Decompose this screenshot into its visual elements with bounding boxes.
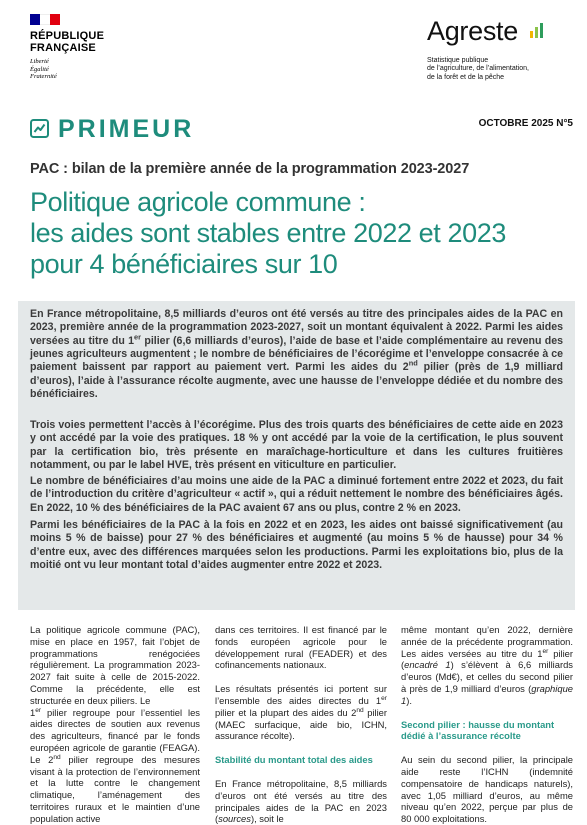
body-column-1 [30, 624, 200, 825]
summary-paragraph-1: En France métropolitaine, 8,5 milliards d’euros ont été versés au titre des principales aides de la PAC en 2023, première année de la programmation 2023-2027, soit un montant équivalent à 2022. Parmi les aides versées au titre du 1er pilier (6,6 milliards d’euros), l’aide de base et l’aide complémentaire au revenu des jeunes agriculteurs augmentent ; le nombre de bénéficiaires de l’écorégime et l’enveloppe consacrée à ce paiement baissent par rapport au paiement vert. Parmi les aides du 2nd pilier (près de 1,9 milliard d’euros), l’aide à l’assurance récolte augmente, avec une hausse de l’enveloppe dédiée et du nombre des bénéficiaires. [30, 308, 564, 401]
primeur-chart-icon [30, 119, 49, 138]
french-flag-icon [30, 14, 60, 25]
column-3-paragraph-1: même montant qu’en 2022, dernière année de la précédente programmation. Les aides versées au titre du 1er pilier (encadré 1) s’élèvent à 6,6 milliards d’euros (Md€), et celles du second pilier à près de 1,9 milliard d’euros (graphique 1). [401, 624, 573, 706]
issue-date: OCTOBRE 2025 N°5 [478, 118, 573, 129]
summary-box [18, 301, 575, 610]
summary-paragraph-2: Trois voies permettent l’accès à l’écorégime. Plus des trois quarts des bénéficiaires de cette aide en 2023 y ont accédé par la voie des pratiques. 18 % y ont accédé par la voie de la certification, le plus souvent par la certification bio, très présente en maraîchage-horticulture et dans les cultures fruitières notamment, ou par le label HVE, très présent en viticulture en particulier. [30, 419, 563, 472]
page-subtitle: PAC : bilan de la première année de la programmation 2023-2027 [30, 161, 470, 177]
page-title: Politique agricole commune : les aides sont stables entre 2022 et 2023 pour 4 bénéficiaires sur 10 [30, 187, 506, 279]
column-2-paragraph-2: Les résultats présentés ici portent sur l’ensemble des aides directes du 1er pilier et la plupart des aides du 2nd pilier (MAEC surfacique, aide bio, ICHN, assurance récolte). [215, 683, 388, 742]
column-3-paragraph-2: Au sein du second pilier, la principale aide reste l’ICHN (indemnité compensatoire de handicaps naturels), avec 1,05 milliard d’euros, au même niveau qu’en 2022, perçue par plus de 80 000 exploitations. [401, 754, 573, 825]
agreste-tagline: Statistique publique de l’agriculture, de l’alimentation, de la forêt et de la pêche [427, 57, 529, 81]
column-1-paragraph: La politique agricole commune (PAC), mise en place en 1957, fait l’objet de programmations renégociées régulièrement. La programmation 2023-2027 fait suite à celle de 2015-2022. Comme la précédente, elle est structurée en deux piliers. Le 1er pilier regroupe pour l’essentiel les aides directes de soutien aux revenus des agriculteurs, financé par le fonds européen agricole de garantie (FEAGA). Le 2nd pilier regroupe des mesures visant à la protection de l’environnement et la lutte contre le changement climatique, l’aménagement des territoires ruraux et le maintien d’une population active [30, 624, 200, 824]
agreste-logo: Agreste [427, 16, 518, 46]
republic-name: RÉPUBLIQUE FRANÇAISE [30, 30, 105, 54]
body-column-2 [215, 624, 387, 825]
section-heading-stabilite: Stabilité du montant total des aides [215, 754, 373, 766]
column-2-paragraph-3: En France métropolitaine, 8,5 milliards d’euros ont été versés au titre des principales aides de la PAC en 2023 (sources), soit le [215, 777, 387, 825]
series-label: PRIMEUR [58, 115, 195, 143]
agreste-bars-icon [529, 22, 545, 38]
column-2-paragraph-1: dans ces territoires. Il est financé par le fonds européen agricole pour le développement rural (FEADER) et des cofinancements nationaux. [215, 624, 387, 671]
body-column-3 [401, 624, 573, 825]
summary-paragraph-3: Le nombre de bénéficiaires d’au moins une aide de la PAC a diminué fortement entre 2022 et 2023, du fait de l’introduction du critère d’agriculteur « actif », qui a réduit nettement le nombre des bénéficiaires âgés. En 2022, 10 % des bénéficiaires de la PAC avaient 67 ans ou plus, contre 2 % en 2023. [30, 475, 563, 514]
section-heading-second-pilier: Second pilier : hausse du montant dédié à l’assurance récolte [401, 718, 555, 742]
summary-paragraph-4: Parmi les bénéficiaires de la PAC à la fois en 2022 et en 2023, les aides ont baissé significativement (au moins 5 % de baisse) pour 27 % des bénéficiaires et augmenté (au moins 5 % de hausse) pour 34 % d’entre eux, avec des différences marquées selon les productions. Parmi les exploitations bio, plus de la moitié ont vu leur montant total d’aides augmenter entre 2022 et 2023. [30, 519, 564, 572]
republic-motto: Liberté Égalité Fraternité [30, 58, 57, 81]
